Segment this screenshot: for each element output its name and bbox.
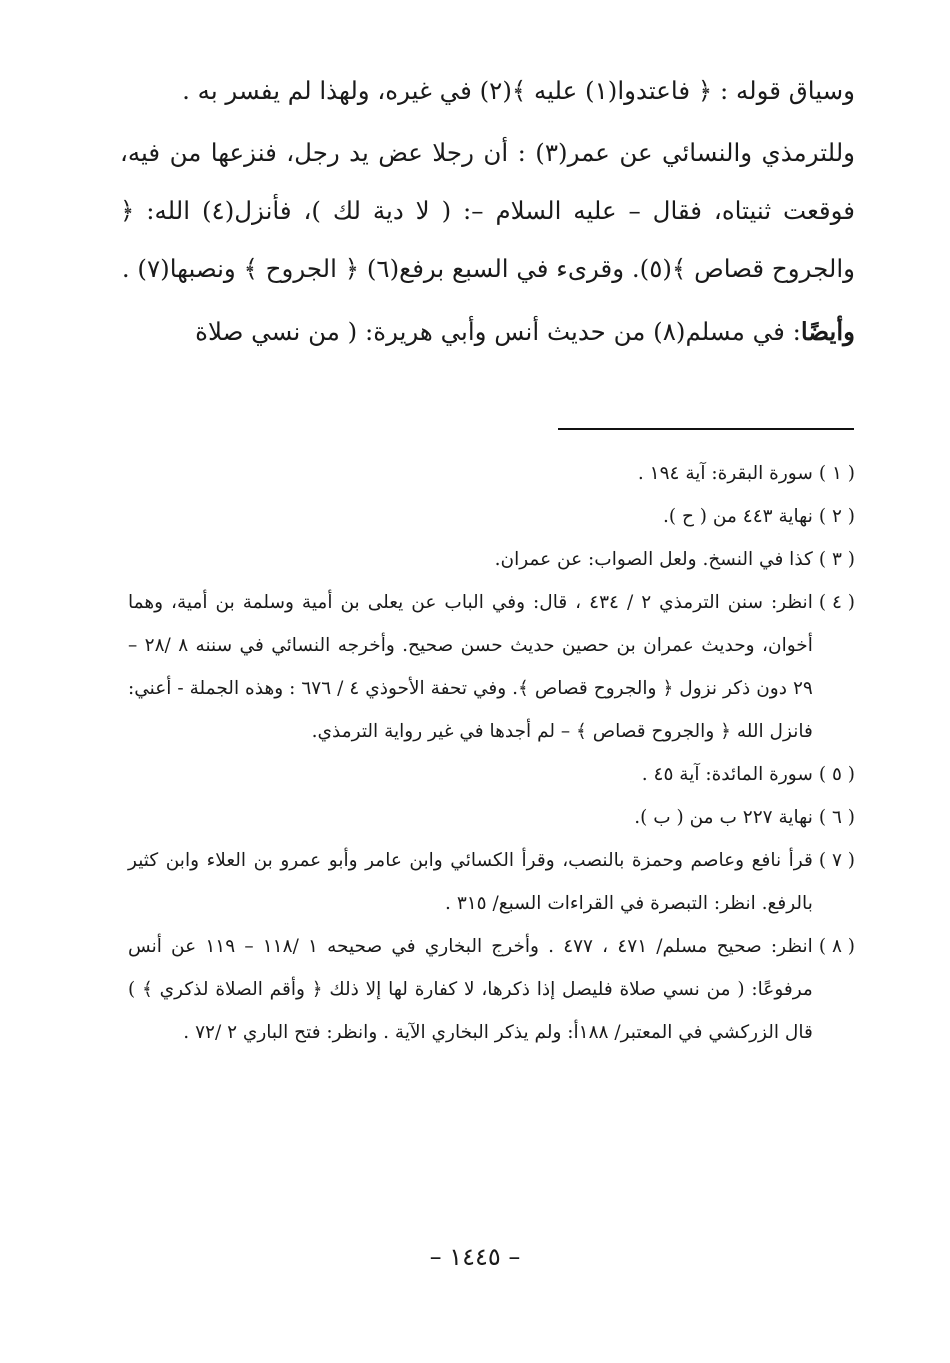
- footnote-number: ( ٤ ): [818, 592, 855, 613]
- footnote-text: نهاية ٢٢٧ ب من ( ب ).: [634, 807, 813, 828]
- footnote-number: ( ٣ ): [818, 549, 855, 570]
- footnotes: [128, 452, 855, 1054]
- footnote-text: كذا في النسخ. ولعل الصواب: عن عمران.: [494, 549, 813, 570]
- footnote-7: [128, 839, 855, 925]
- footnote-2: [128, 495, 855, 538]
- footnote-text: سورة المائدة: آية ٤٥ .: [641, 764, 813, 785]
- footnote-6: [128, 796, 855, 839]
- footnote-3: [128, 538, 855, 581]
- paragraph-3-lead: وأيضًا: [800, 317, 855, 346]
- page-number: – ١٤٤٥ –: [429, 1243, 521, 1271]
- footnote-number: ( ٥ ): [818, 764, 855, 785]
- footnote-5: [128, 753, 855, 796]
- footnote-number: ( ٢ ): [818, 506, 855, 527]
- footnote-number: ( ٦ ): [818, 807, 855, 828]
- footnote-text: انظر: صحيح مسلم/ ٤٧١ ، ٤٧٧ . وأخرج البخاري في صحيحه ١ /١١٨ – ١١٩ عن أنس مرفوعًا: ( من نسي صلاة فليصل إذا ذكرها، لا كفارة لها إلا ذلك ﴿ وأقم الصلاة لذكري ﴾ ) قال الزركشي في المعتبر/ ١٨٨أ: ولم يذكر البخاري الآية . وانظر: فتح الباري ٢ /٧٢ .: [128, 936, 813, 1043]
- footnote-4: [128, 581, 855, 753]
- footnote-text: قرأ نافع وعاصم وحمزة بالنصب، وقرأ الكسائي وابن عامر وأبو عمرو بن العلاء وابن كثير بالرفع. انظر: التبصرة في القراءات السبع/ ٣١٥ .: [128, 850, 813, 914]
- footnote-divider: [558, 428, 854, 430]
- footnote-text: نهاية ٤٤٣ من ( ح ).: [662, 506, 813, 527]
- paragraph-3: [120, 302, 855, 362]
- footnote-8: [128, 925, 855, 1054]
- footnote-number: ( ٧ ): [818, 850, 855, 871]
- footnote-text: سورة البقرة: آية ١٩٤ .: [637, 463, 813, 484]
- main-text: [120, 62, 855, 362]
- paragraph-3-text: : في مسلم(٨) من حديث أنس وأبي هريرة: ( من نسي صلاة: [195, 317, 801, 346]
- paragraph-1: وسياق قوله : ﴿ فاعتدوا(١) عليه ﴾(٢) في غيره، ولهذا لم يفسر به .: [182, 76, 855, 105]
- paragraph-2: وللترمذي والنسائي عن عمر(٣) : أن رجلا عض يد رجل، فنزعها من فيه، فوقعت ثنيتاه، فقال – عليه السلام –: ( لا دية لك )، فأنزل(٤) الله: ﴿ والجروح قصاص ﴾(٥). وقرىء في السبع برفع(٦) ﴿ الجروح ﴾ ونصبها(٧) .: [120, 138, 856, 283]
- footnote-number: ( ٨ ): [818, 936, 855, 957]
- footnote-text: انظر: سنن الترمذي ٢ / ٤٣٤ ، قال: وفي الباب عن يعلى بن أمية وسلمة بن أمية، وهما أخوان، وحديث عمران بن حصين حديث حسن صحيح. وأخرجه النسائي في سننه ٨ /٢٨ – ٢٩ دون ذكر نزول ﴿ والجروح قصاص ﴾. وفي تحفة الأحوذي ٤ / ٦٧٦ : وهذه الجملة - أعني: فانزل الله ﴿ والجروح قصاص ﴾ – لم أجدها في غير رواية الترمذي.: [128, 592, 813, 742]
- footnote-number: ( ١ ): [818, 463, 855, 484]
- footnote-1: [128, 452, 855, 495]
